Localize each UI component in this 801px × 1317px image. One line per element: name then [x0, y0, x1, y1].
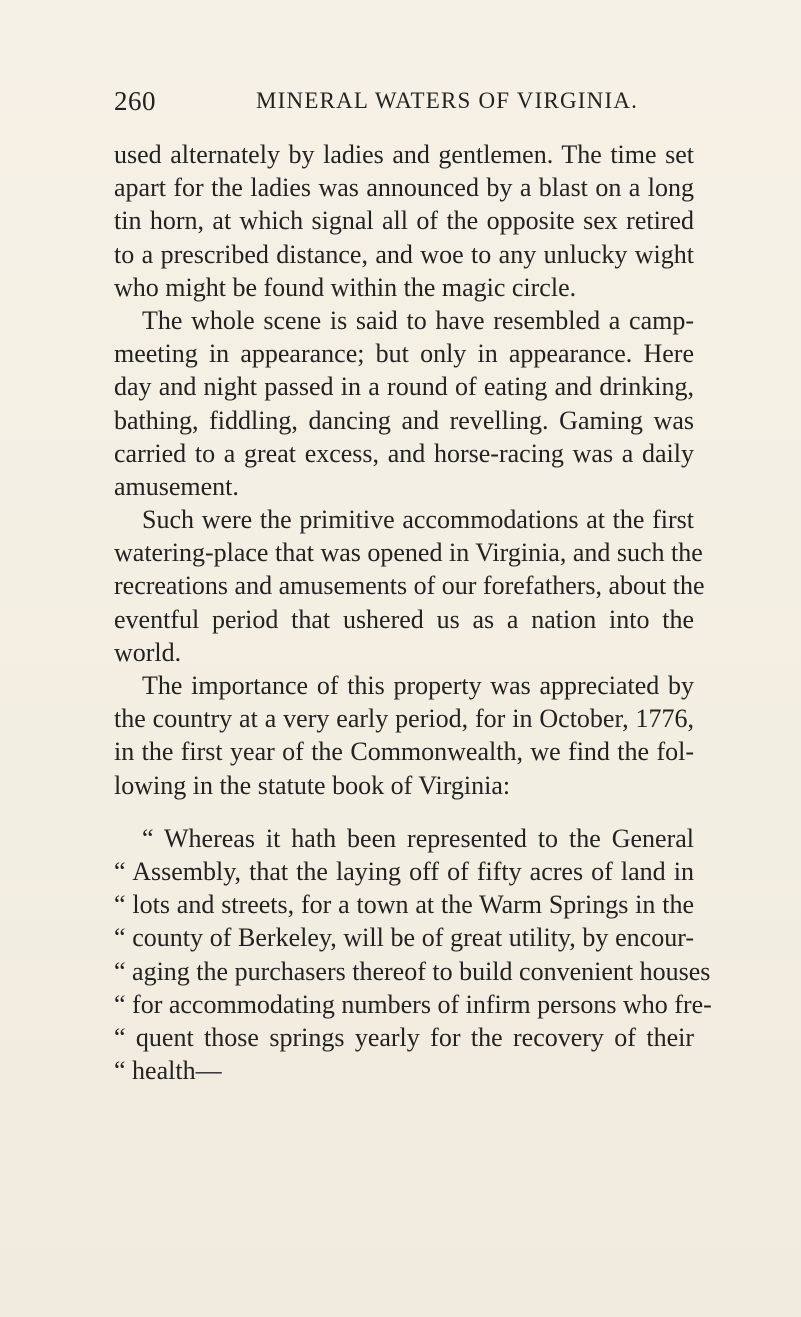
text-line: The importance of this property was appreciated by — [142, 671, 694, 700]
quote-line: “ lots and streets, for a town at the Warm Springs in the — [114, 890, 694, 920]
text-line: who might be found within the magic circle. — [114, 272, 577, 302]
page-header — [114, 86, 694, 116]
text-line: carried to a great excess, and horse-racing was a daily — [114, 438, 694, 468]
body-text — [114, 138, 712, 1087]
quote-line: “ quent those springs yearly for the recovery of their — [114, 1022, 694, 1052]
quote-line: “ Whereas it hath been represented to the General — [142, 823, 694, 853]
paragraph-gap — [114, 802, 694, 822]
text-line: tin horn, at which signal all of the opposite sex retired — [114, 206, 694, 236]
text-line: the country at a very early period, for in October, 1776, — [114, 704, 694, 734]
running-head: MINERAL WATERS OF VIRGINIA. — [256, 88, 639, 113]
text-line: eventful period that ushered us as a nation into the — [114, 604, 694, 634]
text-line: amusement. — [114, 471, 239, 501]
text-line: world. — [114, 637, 182, 667]
text-line: recreations and amusements of our forefathers, about the — [114, 571, 705, 601]
page-number: 260 — [114, 86, 156, 116]
text-line: meeting in appearance; but only in appearance. Here — [114, 339, 694, 369]
quote-line: “ Assembly, that the laying off of fifty acres of land in — [114, 856, 694, 886]
text-line: in the first year of the Commonwealth, we find the fol- — [114, 737, 694, 767]
text-line: Such were the primitive accommodations at the first — [142, 505, 694, 535]
text-line: The whole scene is said to have resembled a camp- — [142, 305, 694, 335]
text-line: lowing in the statute book of Virginia: — [114, 770, 511, 800]
quote-line: “ for accommodating numbers of infirm persons who fre- — [114, 989, 712, 1019]
quote-line: “ health— — [114, 1056, 222, 1086]
text-line: bathing, fiddling, dancing and revelling. Gaming was — [114, 405, 694, 435]
text-line: to a prescribed distance, and woe to any unlucky wight — [114, 239, 694, 269]
text-line: watering-place that was opened in Virginia, and such the — [114, 538, 703, 568]
quote-line: “ aging the purchasers thereof to build convenient houses — [114, 956, 711, 986]
text-line: day and night passed in a round of eating and drinking, — [114, 372, 694, 402]
text-line: used alternately by ladies and gentlemen. The time set — [114, 140, 694, 169]
text-line: apart for the ladies was announced by a blast on a long — [114, 173, 694, 203]
quote-line: “ county of Berkeley, will be of great utility, by encour- — [114, 923, 694, 953]
